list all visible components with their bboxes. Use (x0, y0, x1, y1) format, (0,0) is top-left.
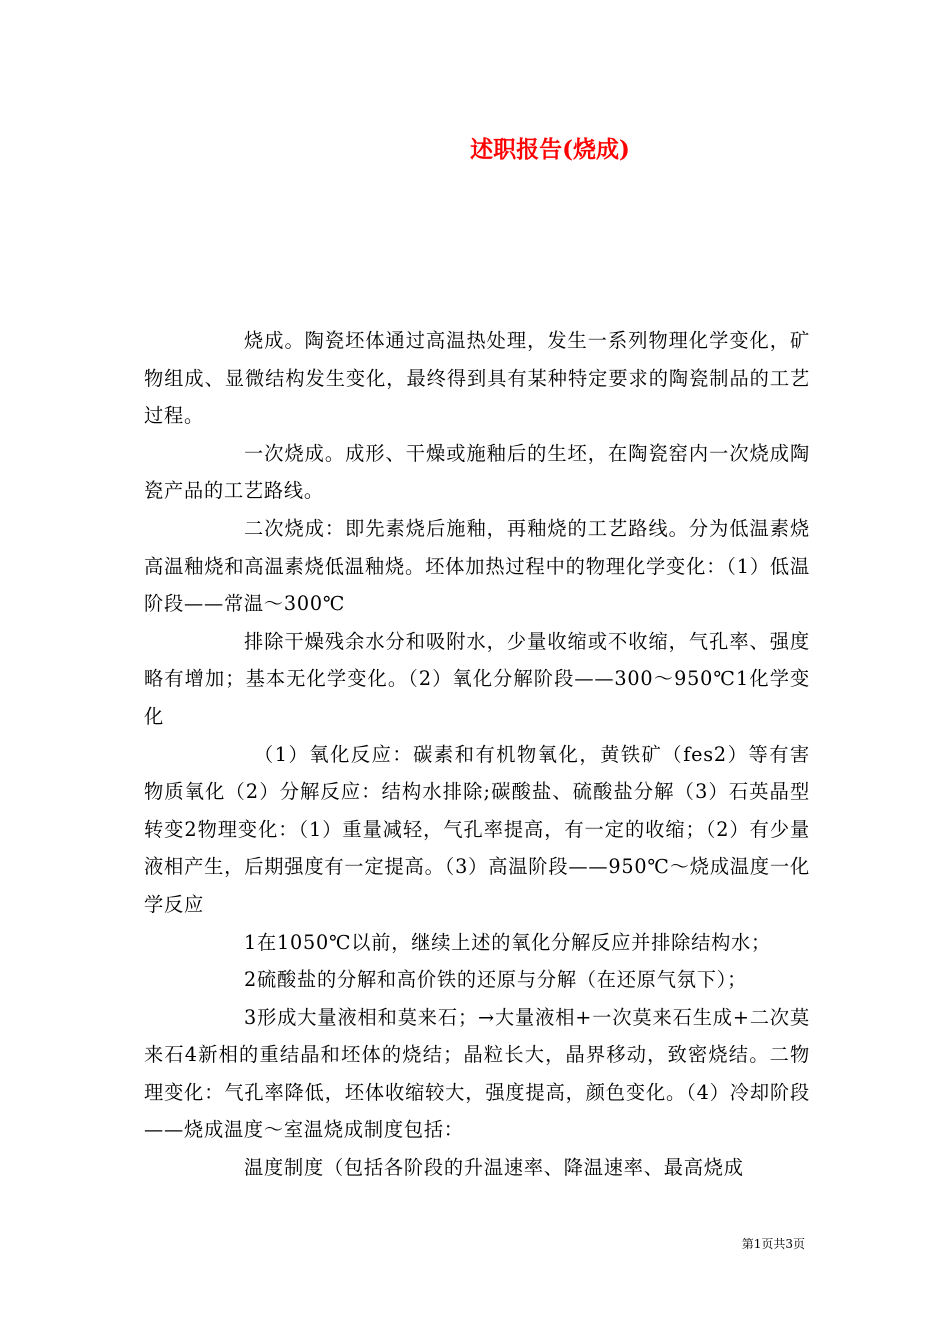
paragraph-high-temp-1: 1在1050℃以前，继续上述的氧化分解反应并排除结构水； (244, 930, 772, 954)
paragraph-low-temp-stage: 排除干燥残余水分和吸附水，少量收缩或不收缩，气孔率、强度略有增加；基本无化学变化。（2）氧化分解阶段——300～950℃1化学变化 (144, 629, 810, 728)
document-body (144, 322, 810, 1187)
paragraph-firing-definition: 烧成。陶瓷坯体通过高温热处理，发生一系列物理化学变化，矿物组成、显微结构发生变化，最终得到具有某种特定要求的陶瓷制品的工艺过程。 (144, 329, 810, 428)
paragraph-high-temp-3: 3形成大量液相和莫来石；→大量液相+一次莫来石生成+二次莫来石4新相的重结晶和坯体的烧结；晶粒长大，晶界移动，致密烧结。二物理变化：气孔率降低，坯体收缩较大，强度提高，颜色变化。（4）冷却阶段——烧成温度～室温烧成制度包括： (144, 1005, 810, 1142)
paragraph-temperature-regime: 温度制度（包括各阶段的升温速率、降温速率、最高烧成 (244, 1156, 744, 1180)
document-title: 述职报告(烧成) (470, 136, 630, 163)
paragraph-double-firing: 二次烧成：即先素烧后施釉，再釉烧的工艺路线。分为低温素烧高温釉烧和高温素烧低温釉烧。坯体加热过程中的物理化学变化：（1）低温阶段——常温～300℃ (144, 516, 810, 616)
page-number: 第1页共3页 (741, 1237, 805, 1251)
paragraph-oxidation-stage: （1）氧化反应：碳素和有机物氧化，黄铁矿（fes2）等有害物质氧化（2）分解反应：结构水排除;碳酸盐、硫酸盐分解（3）石英晶型转变2物理变化：（1）重量减轻，气孔率提高，有一定的收缩；（2）有少量液相产生，后期强度有一定提高。（3）高温阶段——950℃～烧成温度一化学反应 (144, 742, 810, 916)
paragraph-single-firing: 一次烧成。成形、干燥或施釉后的生坯，在陶瓷窑内一次烧成陶瓷产品的工艺路线。 (144, 441, 810, 503)
paragraph-high-temp-2: 2硫酸盐的分解和高价铁的还原与分解（在还原气氛下）； (244, 968, 748, 992)
